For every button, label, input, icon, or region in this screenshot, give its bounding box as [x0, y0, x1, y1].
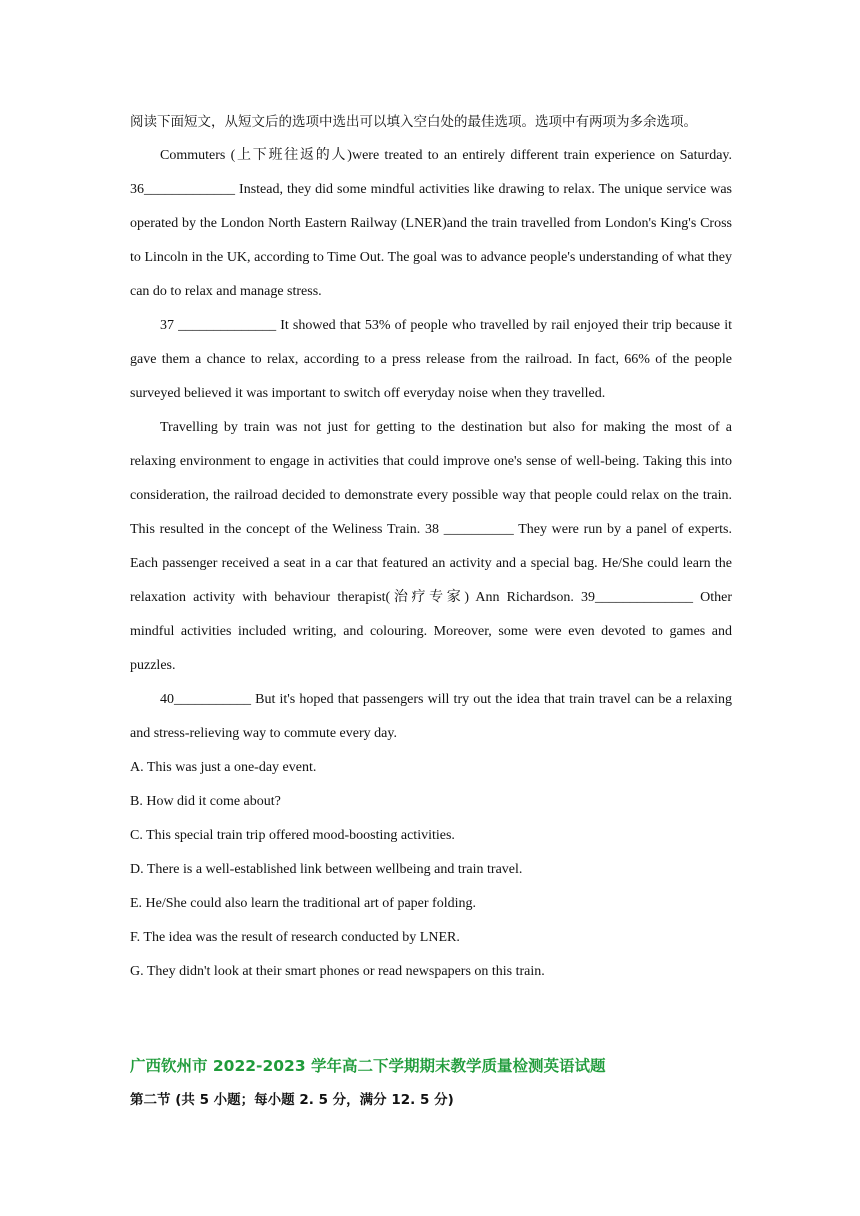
option-d: D. There is a well-established link between wellbeing and train travel. — [130, 862, 523, 877]
option-f: F. The idea was the result of research conducted by LNER. — [130, 930, 460, 945]
option-b: B. How did it come about? — [130, 794, 281, 809]
paragraph-1: Commuters (上下班往返的人)were treated to an entirely different train experience on Saturday. 36_____________ Instead, they did some mindful activities like drawing to relax. The unique service was operated by the London North Eastern Railway (LNER)and the train travelled from London's King's Cross to Lincoln in the UK, according to Time Out. The goal was to advance people's understanding of what they can do to relax and manage stress. — [130, 148, 732, 299]
option-e: E. He/She could also learn the traditional art of paper folding. — [130, 896, 477, 911]
option-a: A. This was just a one-day event. — [130, 760, 317, 775]
paragraph-4: 40___________ But it's hoped that passengers will try out the idea that train travel can be a relaxing and stress-relieving way to commute every day. — [130, 692, 732, 741]
instructions: 阅读下面短文，从短文后的选项中选出可以填入空白处的最佳选项。选项中有两项为多余选项。 — [130, 114, 697, 130]
paragraph-3: Travelling by train was not just for getting to the destination but also for making the most of a relaxing environment to engage in activities that could improve one's sense of well-being. Taking this into consideration, the railroad decided to demonstrate every possible way that people could relax on the train. This resulted in the concept of the Weliness Train. 38 __________ They were run by a panel of experts. Each passenger received a seat in a car that featured an activity and a special bag. He/She could learn the relaxation activity with behaviour therapist(治疗专家) Ann Richardson. 39______________ Other mindful activities included writing, and colouring. Moreover, some were even devoted to games and puzzles. — [130, 420, 732, 673]
answer-options — [130, 751, 732, 989]
section-title: 广西钦州市 2022-2023 学年高二下学期期末教学质量检测英语试题 — [130, 1057, 606, 1075]
section-subtitle: 第二节 (共 5 小题；每小题 2. 5 分，满分 12. 5 分) — [130, 1092, 454, 1108]
option-g: G. They didn't look at their smart phones or read newspapers on this train. — [130, 964, 545, 979]
reading-passage — [130, 105, 732, 989]
paragraph-2: 37 ______________ It showed that 53% of people who travelled by rail enjoyed their trip because it gave them a chance to relax, according to a press release from the railroad. In fact, 66% of the people surveyed believed it was important to switch off everyday noise when they travelled. — [130, 318, 732, 401]
option-c: C. This special train trip offered mood-boosting activities. — [130, 828, 455, 843]
